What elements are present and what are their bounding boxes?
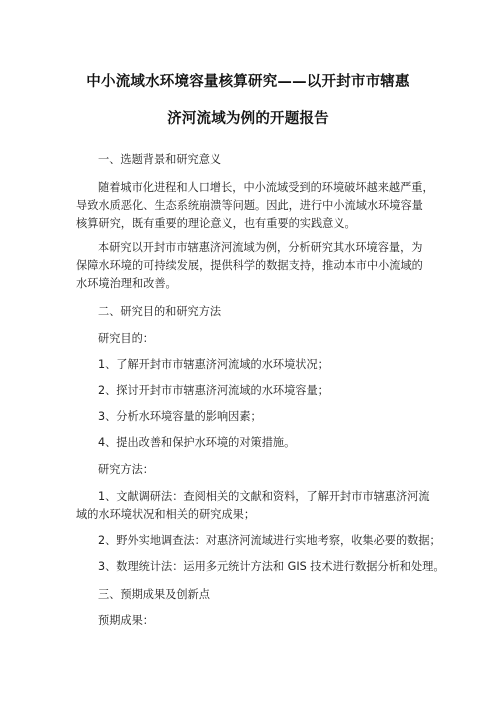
purpose-item-2: 2、探讨开封市市辖惠济河流域的水环境容量；: [98, 384, 329, 397]
paragraph-1-line-2: 导致水质恶化、生态系统崩溃等问题。因此，进行中小流域水环境容量: [76, 199, 423, 212]
purpose-item-3: 3、分析水环境容量的影响因素；: [98, 410, 262, 423]
paragraph-2-line-3: 水环境治理和改善。: [76, 277, 177, 290]
paragraph-1-line-3: 核算研究，既有重要的理论意义，也有重要的实践意义。: [76, 217, 356, 230]
paragraph-2-line-2: 保障水环境的可持续发展，提供科学的数据支持，推动本市中小流域的: [76, 259, 423, 272]
purpose-item-4: 4、提出改善和保护水环境的对策措施。: [98, 436, 296, 449]
document-title-line-2: 济河流域为例的开题报告: [167, 111, 329, 127]
paragraph-2-line-1: 本研究以开封市市辖惠济河流域为例，分析研究其水环境容量，为: [98, 241, 423, 254]
section-heading-outcomes: 三、预期成果及创新点: [98, 588, 210, 601]
section-heading-background: 一、选题背景和研究意义: [98, 153, 222, 166]
method-1-line-2: 域的水环境状况和相关的研究成果；: [76, 508, 256, 521]
purpose-label: 研究目的：: [98, 332, 154, 345]
purpose-item-1: 1、了解开封市市辖惠济河流域的水环境状况；: [98, 358, 329, 371]
method-2: 2、野外实地调查法：对惠济河流域进行实地考察，收集必要的数据；: [98, 534, 441, 547]
document-title-line-1: 中小流域水环境容量核算研究——以开封市市辖惠: [86, 74, 410, 90]
section-heading-purpose-methods: 二、研究目的和研究方法: [98, 305, 222, 318]
method-label: 研究方法：: [98, 463, 154, 476]
method-1-line-1: 1、文献调研法：查阅相关的文献和资料，了解开封市市辖惠济河流: [98, 490, 430, 503]
method-3: 3、数理统计法：运用多元统计方法和 GIS 技术进行数据分析和处理。: [98, 560, 445, 573]
paragraph-1-line-1: 随着城市化进程和人口增长，中小流域受到的环境破坏越来越严重，: [98, 181, 434, 194]
expected-label: 预期成果：: [98, 614, 154, 627]
